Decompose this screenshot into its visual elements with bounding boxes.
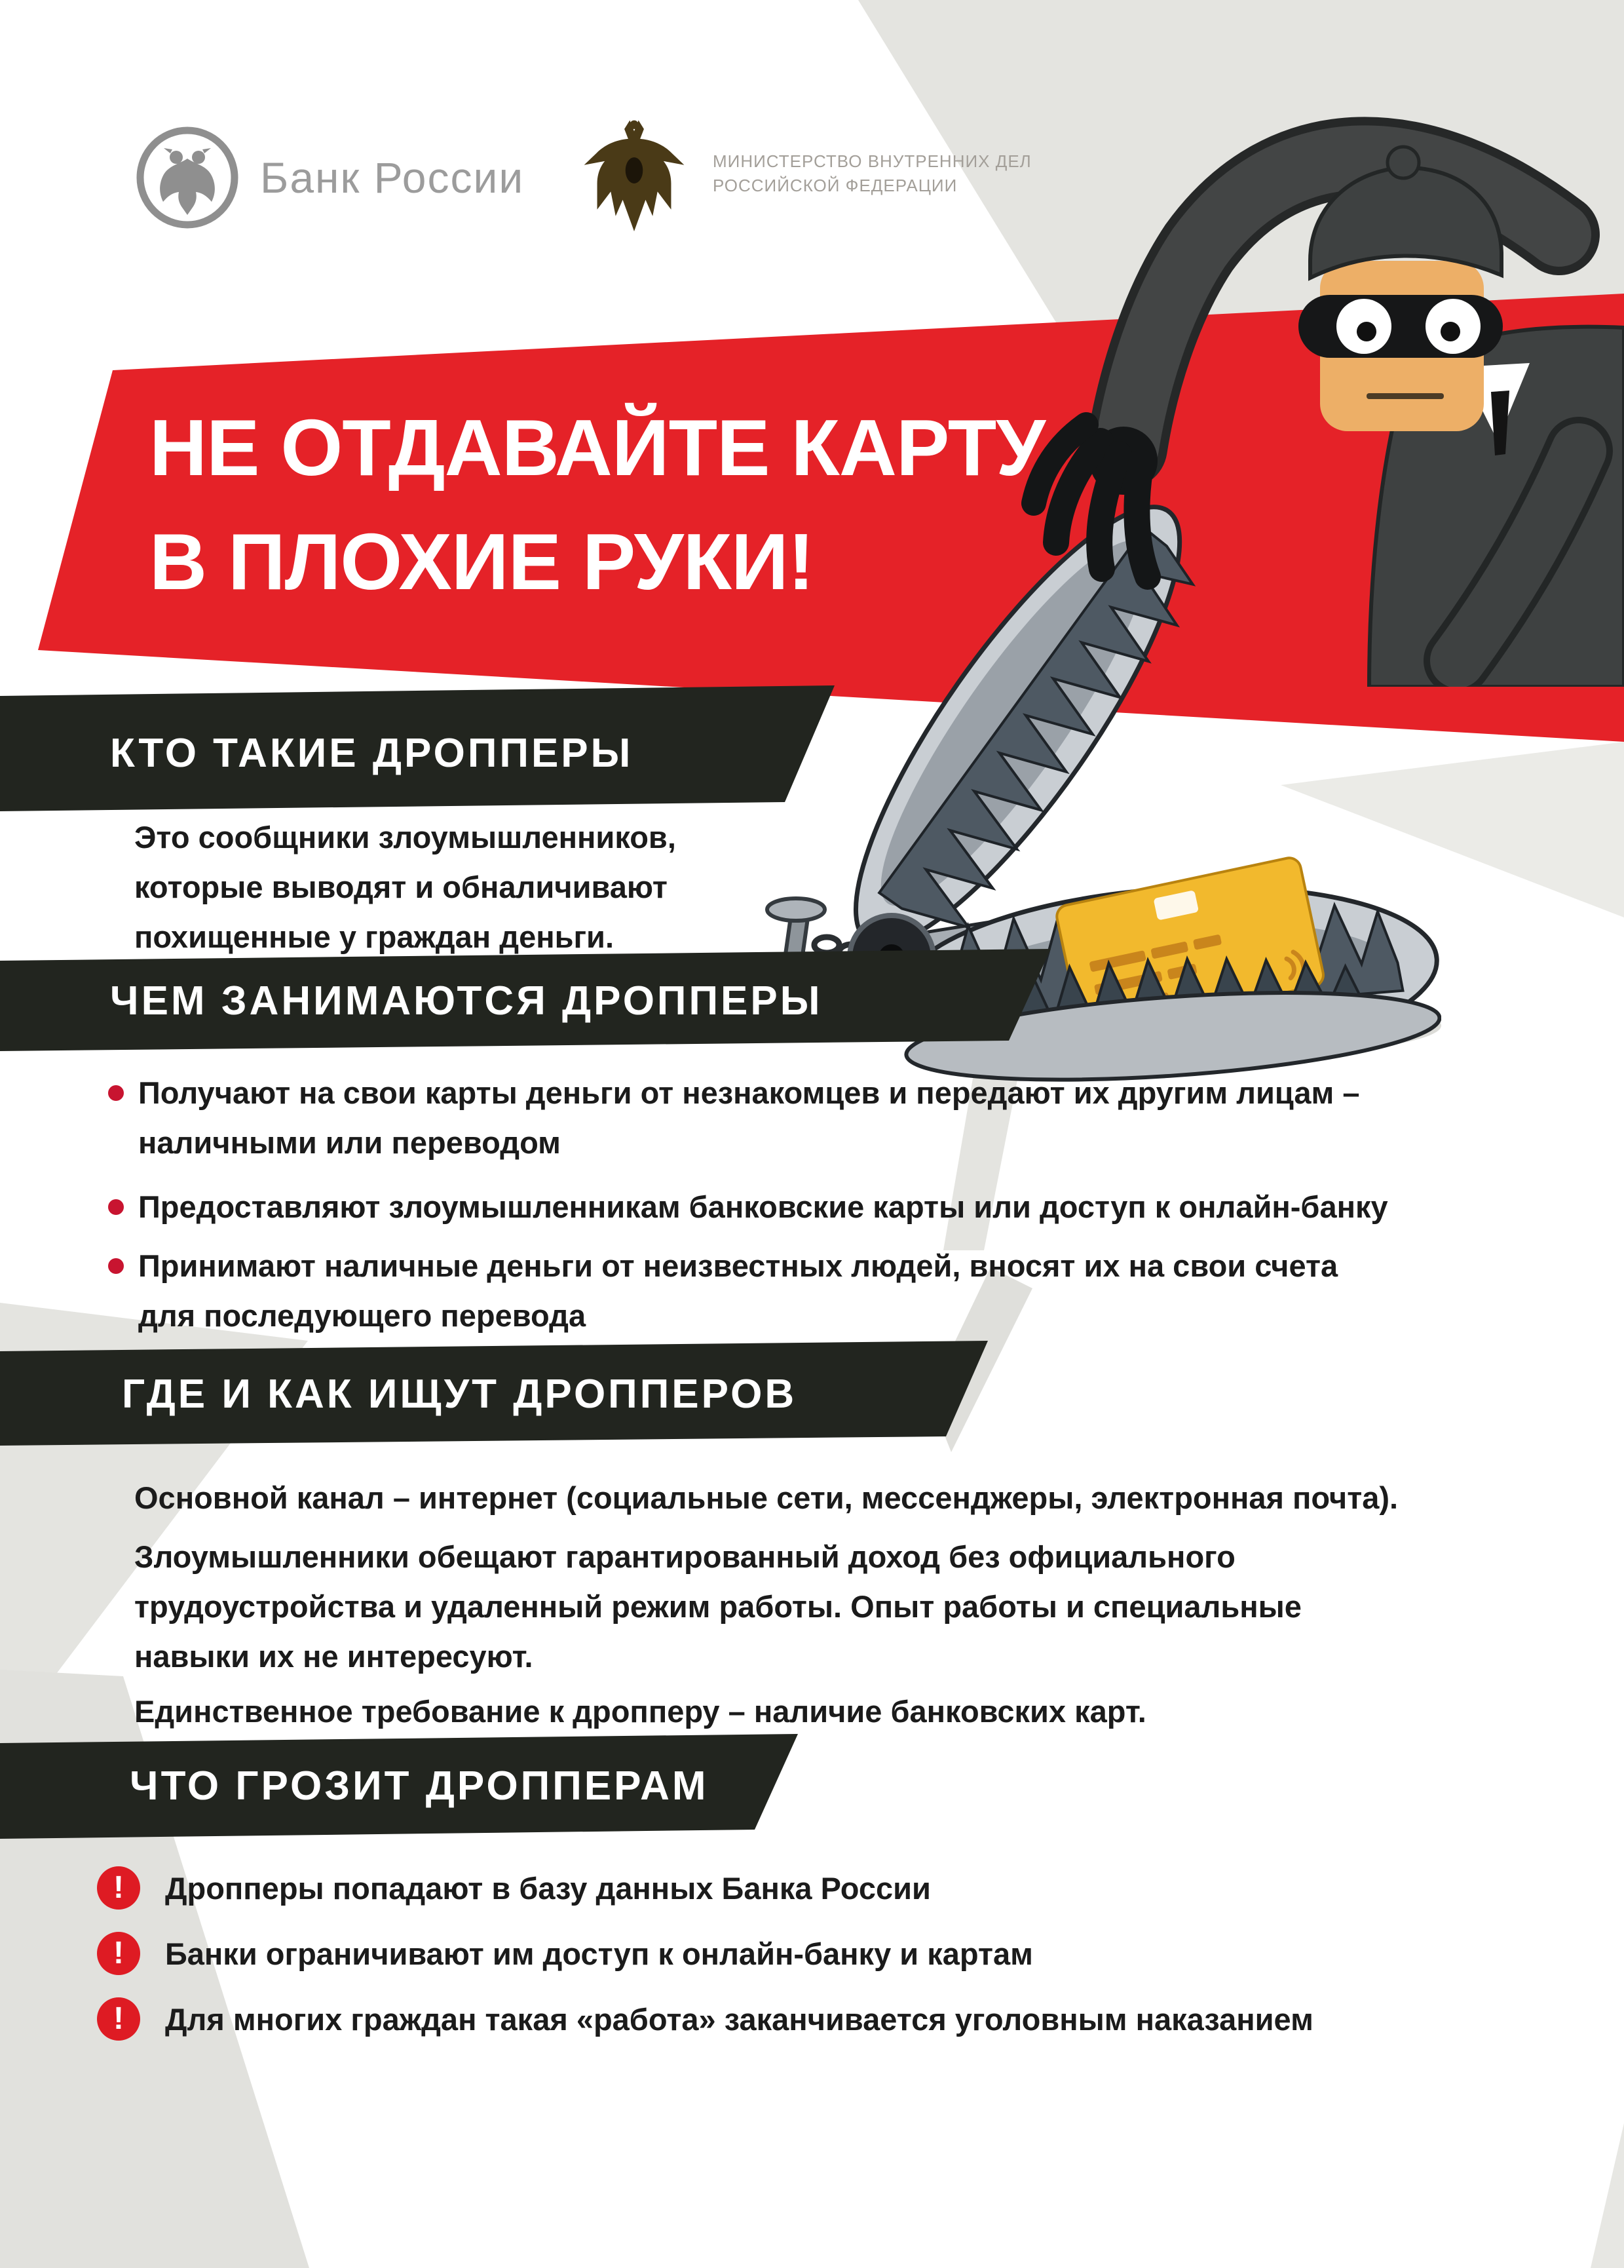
what-bullet-1-line-2: наличными или переводом xyxy=(138,1125,561,1160)
what-bullet-1-line-1: Получают на свои карты деньги от незнакомцев и передают их другим лицам – xyxy=(138,1075,1360,1110)
where-paragraph-3 xyxy=(134,1687,1146,1737)
risk-item-2-text: Банки ограничивают им доступ к онлайн-банку и картам xyxy=(165,1936,1033,1971)
who-paragraph xyxy=(134,813,676,962)
bank-of-russia-label: Банк России xyxy=(260,153,525,202)
who-line-1: Это сообщники злоумышленников, xyxy=(134,820,676,855)
risk-item-3 xyxy=(97,1997,1313,2041)
risk-item-1-text: Дропперы попадают в базу данных Банка России xyxy=(165,1870,931,1906)
section-title-risks: ЧТО ГРОЗИТ ДРОППЕРАМ xyxy=(130,1763,709,1809)
mvd-brand xyxy=(576,113,1032,235)
who-line-2: которые выводят и обналичивают xyxy=(134,870,668,904)
bank-of-russia-brand xyxy=(134,125,524,231)
section-title-where: ГДЕ И КАК ИЩУТ ДРОППЕРОВ xyxy=(122,1372,797,1417)
thief-hand xyxy=(1034,425,1158,577)
risk-item-2 xyxy=(97,1932,1033,1975)
thief-mouth xyxy=(1367,393,1444,399)
bank-of-russia-logo-icon xyxy=(134,125,240,231)
banner-title-line2: В ПЛОХИЕ РУКИ! xyxy=(149,517,814,606)
exclamation-icon: ! xyxy=(97,1997,140,2041)
risk-item-1 xyxy=(97,1866,931,1910)
bullet-dot-icon xyxy=(108,1085,124,1101)
where-p2-line-2: трудоустройства и удаленный режим работы. Опыт работы и специальные xyxy=(134,1589,1302,1624)
banner-title-line1: НЕ ОТДАВАЙТЕ КАРТУ xyxy=(149,403,1046,492)
where-p3-line-1: Единственное требование к дропперу – наличие банковских карт. xyxy=(134,1694,1146,1729)
what-bullet-2 xyxy=(108,1182,1388,1232)
exclamation-icon: ! xyxy=(97,1866,140,1910)
what-bullet-2-line-1: Предоставляют злоумышленникам банковские карты или доступ к онлайн-банку xyxy=(138,1189,1388,1224)
mvd-emblem-icon xyxy=(576,113,692,235)
mvd-label-line1: МИНИСТЕРСТВО ВНУТРЕННИХ ДЕЛ xyxy=(713,151,1032,171)
where-p1-line-1: Основной канал – интернет (социальные сети, мессенджеры, электронная почта). xyxy=(134,1480,1399,1515)
mvd-label xyxy=(713,149,1032,198)
what-bullet-3 xyxy=(108,1241,1338,1341)
what-bullet-3-line-2: для последующего перевода xyxy=(138,1298,586,1333)
what-bullet-3-line-1: Принимают наличные деньги от неизвестных людей, вносят их на свои счета xyxy=(138,1248,1338,1283)
where-paragraph-2 xyxy=(134,1532,1302,1682)
where-p2-line-3: навыки их не интересуют. xyxy=(134,1639,533,1674)
mvd-label-line2: РОССИЙСКОЙ ФЕДЕРАЦИИ xyxy=(713,176,958,195)
bullet-dot-icon xyxy=(108,1258,124,1274)
section-title-who: КТО ТАКИЕ ДРОППЕРЫ xyxy=(110,731,633,776)
risk-item-3-text: Для многих граждан такая «работа» заканчивается уголовным наказанием xyxy=(165,2001,1313,2037)
where-paragraph-1 xyxy=(134,1473,1398,1523)
exclamation-icon: ! xyxy=(97,1932,140,1975)
where-p2-line-1: Злоумышленники обещают гарантированный доход без официального xyxy=(134,1539,1236,1574)
who-line-3: похищенные у граждан деньги. xyxy=(134,919,614,954)
section-title-what: ЧЕМ ЗАНИМАЮТСЯ ДРОППЕРЫ xyxy=(110,978,823,1024)
bullet-dot-icon xyxy=(108,1199,124,1215)
what-bullet-1 xyxy=(108,1068,1359,1168)
thief-illustration xyxy=(1002,84,1624,687)
